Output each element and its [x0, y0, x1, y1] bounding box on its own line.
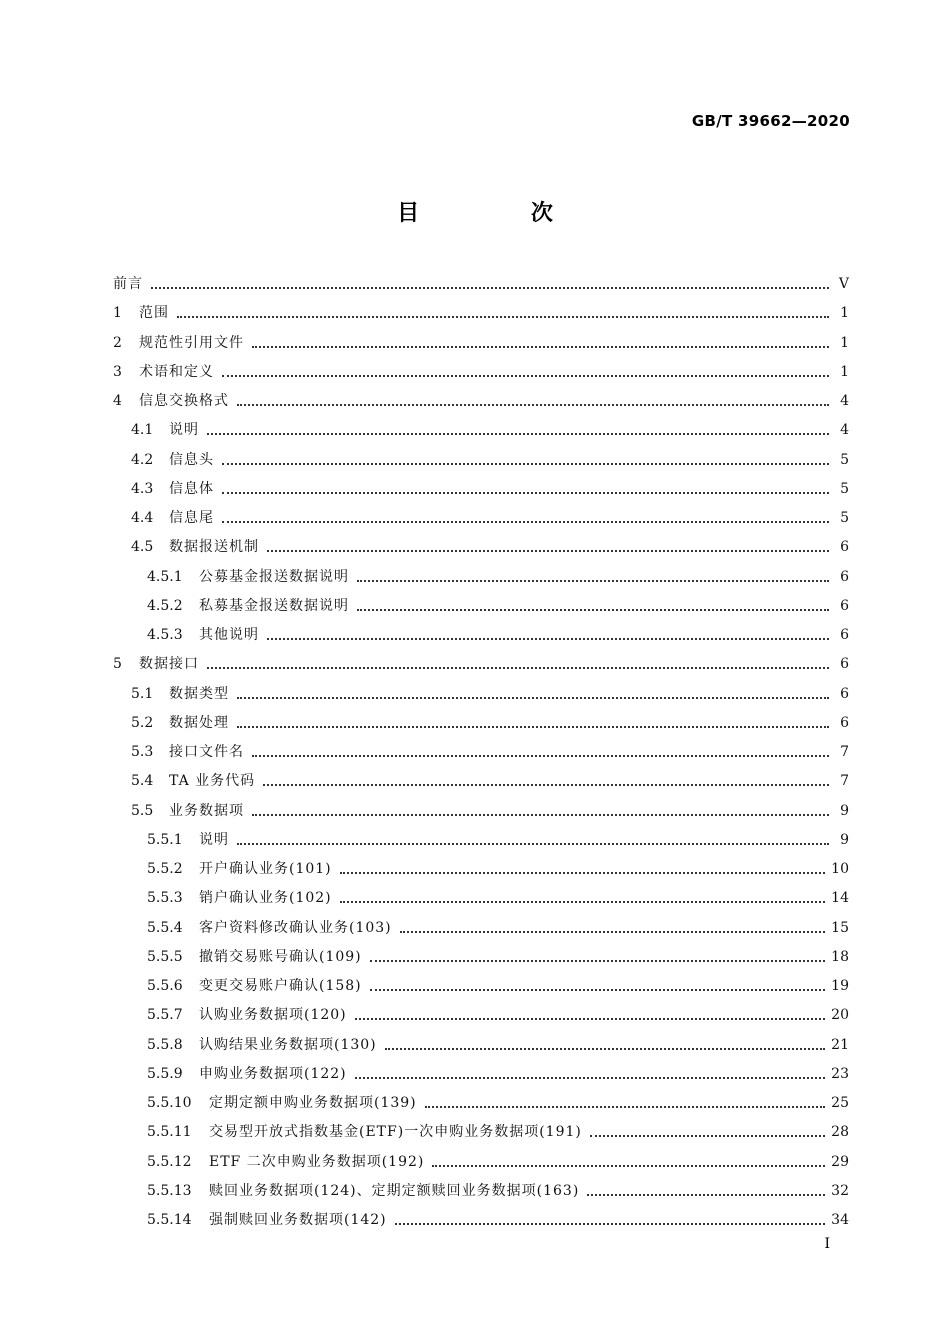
dot-leader	[252, 813, 829, 816]
toc-entry-page: 21	[831, 1036, 849, 1053]
dot-leader	[370, 959, 826, 962]
toc-entry-page: 34	[831, 1212, 849, 1228]
toc-entry-number: 5.4	[131, 773, 154, 790]
toc-entry-page: 6	[840, 539, 849, 556]
toc-entry[interactable]	[113, 329, 849, 358]
dot-leader	[370, 988, 826, 991]
toc-entry[interactable]	[113, 621, 849, 650]
toc-entry-page: 9	[840, 831, 849, 848]
toc-entry[interactable]	[113, 972, 849, 1001]
toc-entry-label: 公募基金报送数据说明	[199, 568, 349, 585]
toc-entry-number: 5.5.10	[147, 1095, 192, 1111]
toc-entry-number: 5.5	[131, 802, 154, 819]
toc-entry-label: 交易型开放式指数基金(ETF)一次申购业务数据项(191)	[209, 1124, 582, 1141]
toc-entry-number: 5	[113, 656, 122, 673]
toc-entry-label: 数据处理	[169, 714, 229, 731]
toc-entry-number: 5.2	[131, 714, 154, 731]
toc-entry-label: 定期定额申购业务数据项(139)	[209, 1095, 417, 1111]
toc-entry-number: 5.5.13	[147, 1182, 192, 1199]
toc-entry-number: 5.5.14	[147, 1212, 192, 1228]
toc-entry-page: 32	[831, 1182, 849, 1199]
toc-entry-label: 开户确认业务(101)	[199, 861, 332, 877]
toc-entry[interactable]	[113, 563, 849, 592]
toc-entry-label: TA 业务代码	[169, 773, 256, 790]
toc-entry[interactable]	[113, 1060, 849, 1089]
toc-entry-label: 信息交换格式	[139, 393, 229, 409]
toc-entry-page: 4	[840, 422, 849, 439]
toc-entry-number: 5.5.4	[147, 919, 183, 936]
toc-entry-label: 说明	[199, 831, 229, 848]
dot-leader	[355, 1076, 826, 1079]
toc-entry[interactable]	[113, 767, 849, 796]
toc-entry[interactable]	[113, 1118, 849, 1147]
toc-entry-label: 私募基金报送数据说明	[199, 597, 349, 614]
page-number: I	[824, 1236, 830, 1252]
toc-entry[interactable]	[113, 650, 849, 679]
toc-entry-number: 4.5.1	[147, 568, 183, 585]
toc-entry[interactable]	[113, 504, 849, 533]
toc-entry-number: 4	[113, 393, 122, 409]
toc-entry-number: 5.5.11	[147, 1124, 192, 1141]
dot-leader	[151, 286, 829, 289]
toc-entry-label: 业务数据项	[169, 802, 244, 819]
toc-entry-page: 6	[840, 597, 849, 614]
toc-entry-label: 信息尾	[169, 510, 214, 526]
dot-leader	[340, 900, 826, 903]
toc-entry-label: 认购业务数据项(120)	[199, 1007, 347, 1024]
toc-entry-label: 范围	[139, 305, 169, 322]
toc-entry[interactable]	[113, 1177, 849, 1206]
toc-entry[interactable]	[113, 914, 849, 943]
toc-entry-label: 数据类型	[169, 685, 229, 702]
toc-entry[interactable]	[113, 826, 849, 855]
toc-entry[interactable]	[113, 680, 849, 709]
toc-entry-page: 1	[840, 363, 849, 380]
toc-entry-page: 29	[831, 1153, 849, 1170]
toc-entry-page: 20	[831, 1007, 849, 1024]
toc-entry-page: V	[838, 276, 849, 292]
standard-number: GB/T 39662—2020	[691, 112, 850, 130]
toc-entry-page: 15	[831, 919, 849, 936]
toc-entry-number: 4.5.2	[147, 597, 183, 614]
toc-entry-page: 6	[840, 714, 849, 731]
toc-entry-number: 5.3	[131, 744, 154, 760]
toc-entry-number: 4.4	[131, 510, 154, 526]
toc-entry-page: 23	[831, 1065, 849, 1082]
toc-entry[interactable]	[113, 592, 849, 621]
toc-entry-number: 1	[113, 305, 122, 322]
dot-leader	[357, 608, 829, 611]
dot-leader	[222, 520, 829, 523]
toc-entry-number: 5.5.3	[147, 890, 183, 907]
table-of-contents	[113, 270, 849, 1235]
toc-entry-number: 3	[113, 363, 122, 380]
dot-leader	[222, 491, 829, 494]
toc-entry-page: 19	[831, 978, 849, 994]
dot-leader	[340, 871, 826, 874]
toc-entry-page: 7	[840, 773, 849, 790]
toc-entry[interactable]	[113, 738, 849, 767]
toc-entry-label: 信息体	[169, 480, 214, 497]
toc-entry-page: 14	[831, 890, 849, 907]
dot-leader	[252, 754, 829, 757]
toc-entry-label: 撤销交易账号确认(109)	[199, 948, 362, 965]
dot-leader	[400, 930, 826, 933]
toc-entry[interactable]	[113, 358, 849, 387]
toc-entry-page: 6	[840, 568, 849, 585]
toc-entry[interactable]	[113, 533, 849, 562]
toc-entry-label: 规范性引用文件	[139, 334, 244, 351]
dot-leader	[590, 1134, 825, 1137]
dot-leader	[222, 462, 829, 465]
toc-entry[interactable]	[113, 884, 849, 913]
toc-entry-page: 7	[840, 744, 849, 760]
toc-entry-page: 28	[831, 1124, 849, 1141]
toc-entry[interactable]	[113, 1031, 849, 1060]
toc-entry-page: 6	[840, 685, 849, 702]
toc-entry-label: ETF 二次申购业务数据项(192)	[209, 1153, 425, 1170]
toc-entry-label: 赎回业务数据项(124)、定期定额赎回业务数据项(163)	[209, 1182, 580, 1199]
dot-leader	[587, 1193, 825, 1196]
toc-entry-number: 5.5.7	[147, 1007, 183, 1024]
toc-entry-number: 5.5.1	[147, 831, 183, 848]
dot-leader	[263, 783, 829, 786]
toc-entry-number: 5.5.2	[147, 861, 183, 877]
toc-entry-label: 接口文件名	[169, 744, 244, 760]
dot-leader	[237, 725, 829, 728]
toc-entry-page: 25	[831, 1095, 849, 1111]
toc-entry[interactable]	[113, 943, 849, 972]
dot-leader	[207, 432, 829, 435]
toc-entry-page: 1	[840, 334, 849, 351]
toc-entry-label: 变更交易账户确认(158)	[199, 978, 362, 994]
toc-entry-number: 5.5.12	[147, 1153, 192, 1170]
toc-entry-label: 前言	[113, 276, 143, 292]
dot-leader	[267, 637, 829, 640]
toc-entry-number: 5.5.5	[147, 948, 183, 965]
dot-leader	[385, 1047, 826, 1050]
toc-entry-label: 数据接口	[139, 656, 199, 673]
toc-entry[interactable]	[113, 475, 849, 504]
toc-entry-page: 18	[831, 948, 849, 965]
toc-entry-label: 数据报送机制	[169, 539, 259, 556]
toc-entry-label: 销户确认业务(102)	[199, 890, 332, 907]
dot-leader	[355, 1017, 826, 1020]
toc-entry-number: 5.1	[131, 685, 154, 702]
toc-entry-label: 其他说明	[199, 627, 259, 643]
dot-leader	[237, 696, 829, 699]
dot-leader	[222, 374, 829, 377]
toc-entry[interactable]	[113, 855, 849, 884]
dot-leader	[425, 1105, 826, 1108]
toc-entry-preface[interactable]	[113, 270, 849, 299]
toc-entry-number: 5.5.6	[147, 978, 183, 994]
page-title: 目 次	[397, 201, 605, 226]
toc-entry-page: 9	[840, 802, 849, 819]
toc-entry-label: 申购业务数据项(122)	[199, 1065, 347, 1082]
dot-leader	[177, 315, 829, 318]
toc-entry-page: 4	[840, 393, 849, 409]
toc-entry-number: 4.3	[131, 480, 154, 497]
toc-entry-page: 5	[840, 480, 849, 497]
toc-entry-number: 4.5	[131, 539, 154, 556]
toc-entry-page: 6	[840, 656, 849, 673]
toc-entry[interactable]	[113, 299, 849, 328]
toc-entry-label: 术语和定义	[139, 363, 214, 380]
toc-entry-number: 4.1	[131, 422, 154, 439]
toc-entry-page: 5	[840, 510, 849, 526]
toc-entry[interactable]	[113, 709, 849, 738]
dot-leader	[237, 403, 829, 406]
toc-entry-label: 认购结果业务数据项(130)	[199, 1036, 377, 1053]
dot-leader	[237, 842, 829, 845]
toc-entry-page: 5	[840, 451, 849, 468]
dot-leader	[357, 579, 829, 582]
toc-entry-number: 4.5.3	[147, 627, 183, 643]
toc-entry-label: 说明	[169, 422, 199, 439]
toc-entry[interactable]	[113, 1001, 849, 1030]
toc-entry[interactable]	[113, 1206, 849, 1235]
toc-entry[interactable]	[113, 387, 849, 416]
dot-leader	[207, 666, 829, 669]
toc-entry[interactable]	[113, 797, 849, 826]
toc-entry[interactable]	[113, 1089, 849, 1118]
toc-entry-number: 4.2	[131, 451, 154, 468]
toc-entry[interactable]	[113, 446, 849, 475]
toc-entry[interactable]	[113, 1148, 849, 1177]
toc-entry-page: 10	[831, 861, 849, 877]
toc-entry-label: 强制赎回业务数据项(142)	[209, 1212, 387, 1228]
dot-leader	[267, 549, 829, 552]
dot-leader	[395, 1222, 826, 1225]
dot-leader	[252, 345, 829, 348]
toc-entry-page: 1	[840, 305, 849, 322]
toc-entry-number: 5.5.8	[147, 1036, 183, 1053]
toc-entry-page: 6	[840, 627, 849, 643]
toc-entry[interactable]	[113, 416, 849, 445]
dot-leader	[432, 1164, 825, 1167]
toc-entry-number: 2	[113, 334, 122, 351]
toc-entry-label: 信息头	[169, 451, 214, 468]
toc-entry-label: 客户资料修改确认业务(103)	[199, 919, 392, 936]
toc-entry-number: 5.5.9	[147, 1065, 183, 1082]
